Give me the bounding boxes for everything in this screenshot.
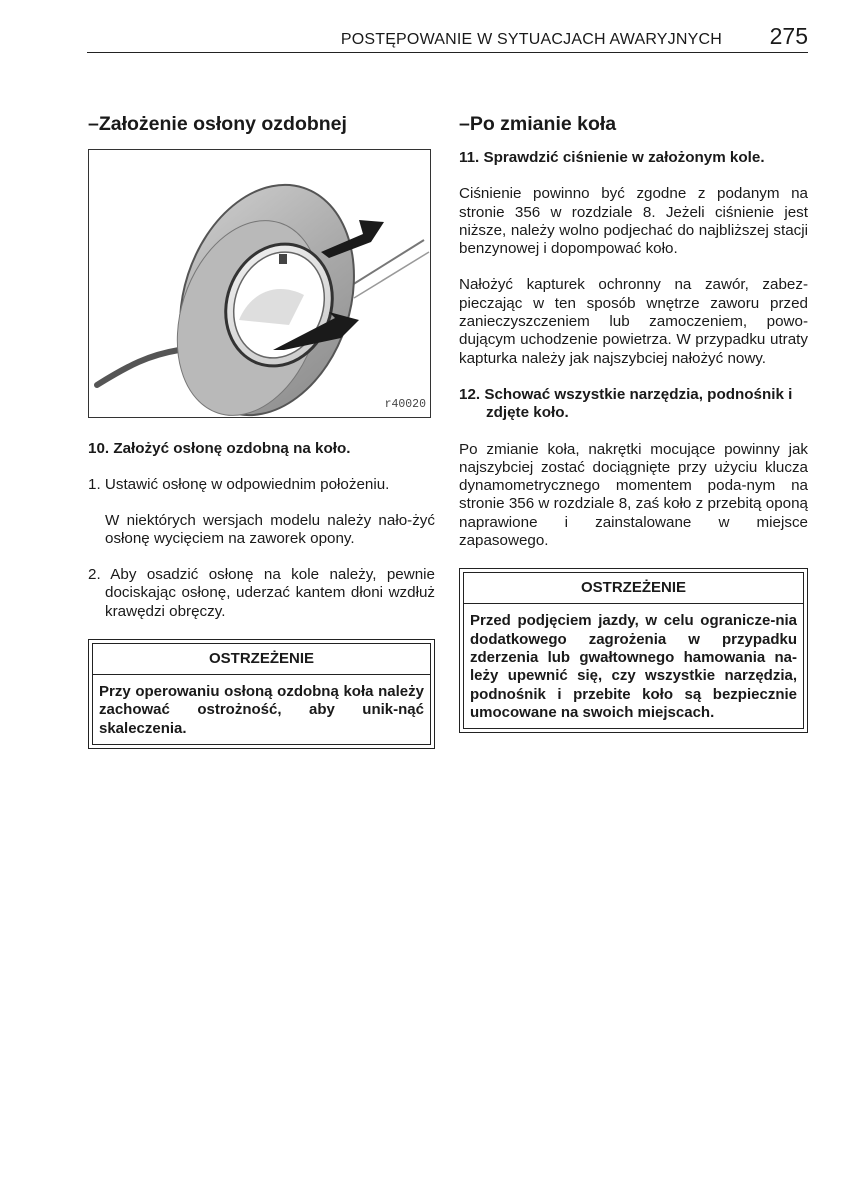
valve-cap-paragraph: Nałożyć kapturek ochronny na zawór, zabez-pieczając w ten sposób wnętrze zaworu przed zanieczyszczeniem lub zamoczeniem, powo-dującym uchodzenie powietrza. W przypadku utraty kapturka należy jak najszybciej nałożyć nowy. [459,276,808,367]
pressure-paragraph: Ciśnienie powinno być zgodne z podanym na stronie 356 w rozdziale 8. Jeżeli ciśnienie jest niższe, należy wolno podjechać do najbliższej stacji benzynowej i dopompować koło. [459,185,808,258]
tire-valve [279,254,287,264]
warning-text: Przed podjęciem jazdy, w celu ogranicze-nia dodatkowego zagrożenia w przypadku zderzenia lub gwałtownego hamowania na-leży upewnić się, czy wszystkie narzędzia, podnośnik i przebite koło są bezpiecznie umocowane na swoich miejscach. [470,612,797,721]
page-number: 275 [769,23,808,49]
step-11: 11. Sprawdzić ciśnienie w założonym kole. [459,149,765,166]
wheel-drawing [89,150,430,417]
page-header [87,23,808,53]
section-title: POSTĘPOWANIE W SYTUACJACH AWARYJNYCH [340,31,722,48]
torque-paragraph: Po zmianie koła, nakrętki mocujące powinny jak najszybciej zostać dociągnięte przy użyciu klucza dynamometrycznego momentem poda-nym na stronie 356 w rozdziale 8, zaś koło z przebitą oponą naprawione i zainstalowane w miejsce zapasowego. [459,440,808,550]
wheel-cover-illustration [88,149,431,418]
item-1-note: W niektórych wersjach modelu należy nało-żyć osłonę wycięciem na zaworek opony. [105,511,435,547]
body-line-2 [354,252,429,298]
warning-box-right [459,568,808,733]
left-column [88,112,435,749]
warning-box-left [88,639,435,749]
item-2: 2. Aby osadzić osłonę na kole należy, pewnie dociskając osłonę, uderzać kantem dłoni wzdłuż krawędzi obręczy. [88,566,435,620]
fender-line [97,350,179,385]
figure-code: r40020 [384,397,426,411]
right-column [459,112,808,733]
step-12: 12. Schować wszystkie narzędzia, podnośnik i zdjęte koło. [459,385,793,422]
item-1: 1. Ustawić osłonę w odpowiednim położeniu. [88,476,390,494]
warning-title: OSTRZEŻENIE [463,572,804,604]
step-10: 10. Założyć osłonę ozdobną na koło. [88,440,351,457]
warning-text: Przy operowaniu osłoną ozdobną koła należy zachować ostrożność, aby unik-nąć skaleczenia. [99,683,424,737]
warning-title: OSTRZEŻENIE [92,643,431,675]
heading-wheel-cover: –Założenie osłony ozdobnej [88,113,347,135]
heading-after-change: –Po zmianie koła [459,113,617,135]
